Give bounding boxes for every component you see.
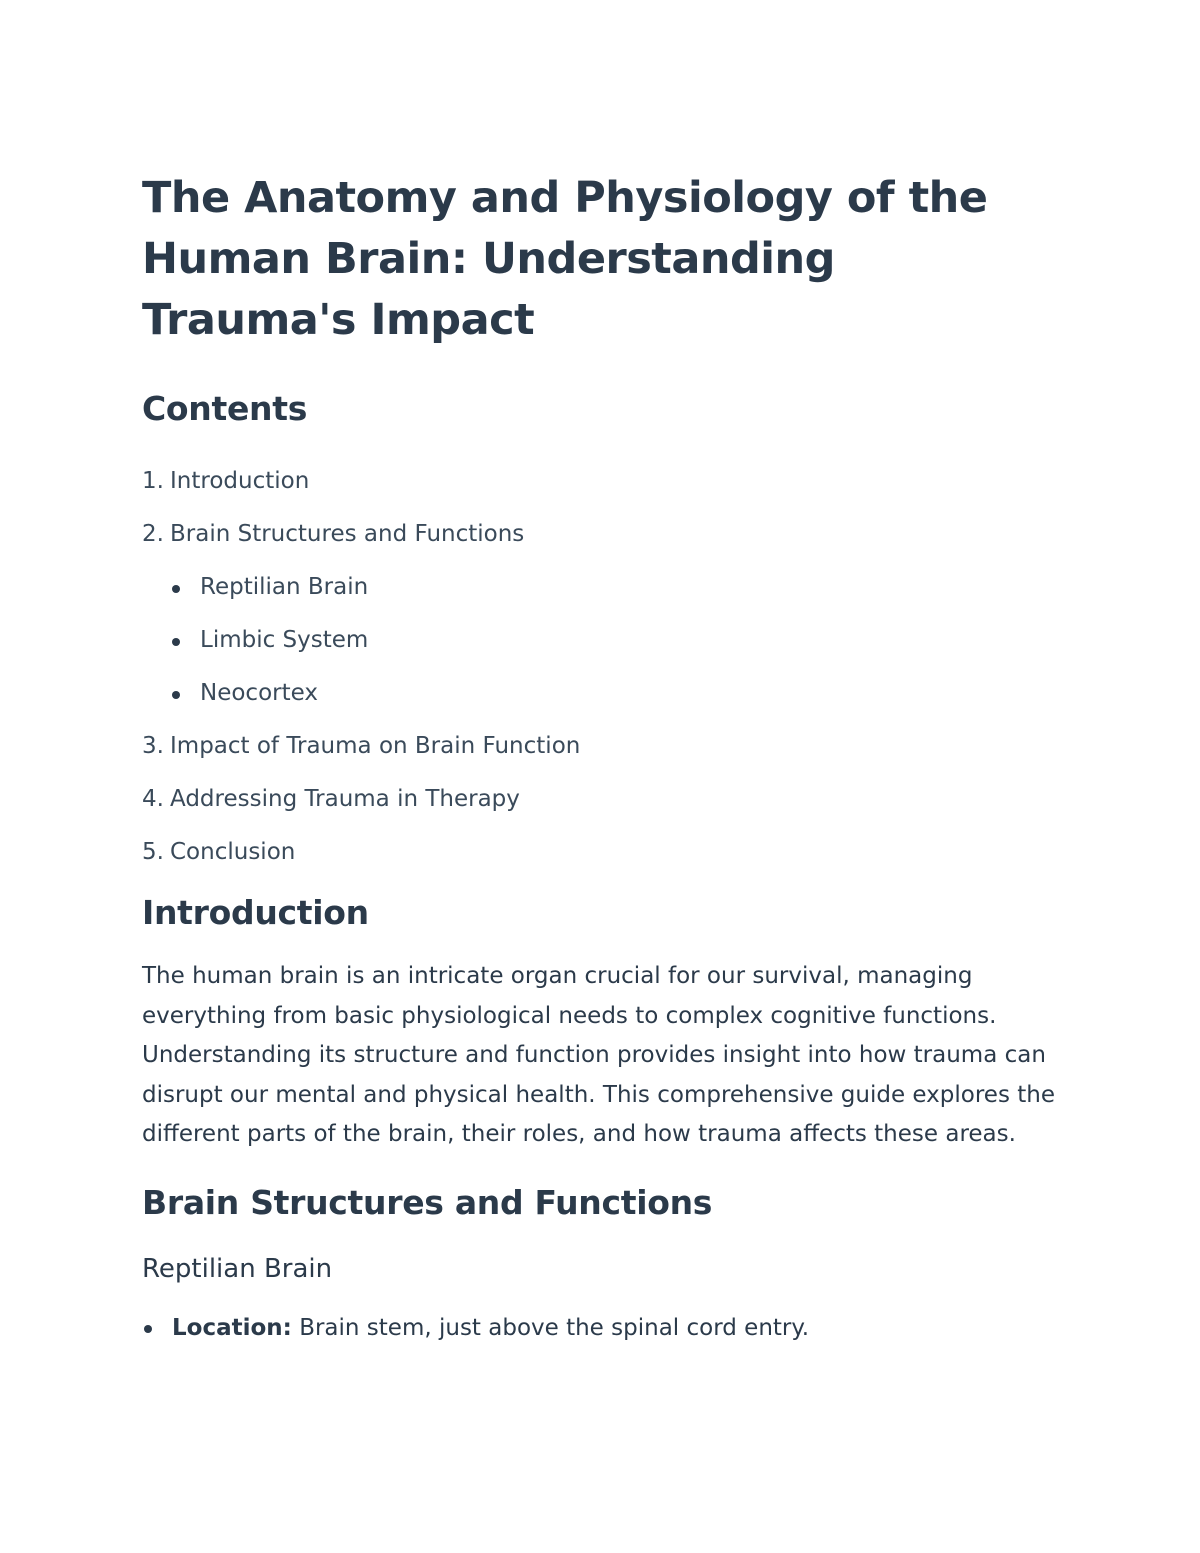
toc-item-label: Impact of Trauma on Brain Function <box>170 733 581 759</box>
toc-item-number: 2. <box>142 521 164 547</box>
toc-item[interactable] <box>142 773 1062 826</box>
bullet-icon <box>172 638 180 646</box>
toc-item-number: 3. <box>142 733 164 759</box>
toc-item-label: Addressing Trauma in Therapy <box>170 786 520 812</box>
document-page <box>142 168 1062 1347</box>
fact-item <box>142 1309 1062 1347</box>
toc-item-label: Introduction <box>170 468 310 494</box>
fact-text: Brain stem, just above the spinal cord entry. <box>299 1314 810 1341</box>
toc-item-label: Conclusion <box>170 839 296 865</box>
toc-subitem-label: Limbic System <box>200 627 369 653</box>
brain-structures-heading: Brain Structures and Functions <box>142 1182 713 1222</box>
document-title: The Anatomy and Physiology of the Human Brain: Understanding Trauma's Impact <box>142 173 988 345</box>
table-of-contents <box>142 455 1062 879</box>
contents-heading: Contents <box>142 389 308 428</box>
toc-subitem[interactable] <box>142 614 1062 667</box>
reptilian-facts-list <box>142 1309 1062 1347</box>
toc-item-number: 1. <box>142 468 164 494</box>
toc-item-label: Brain Structures and Functions <box>170 521 525 547</box>
reptilian-brain-heading: Reptilian Brain <box>142 1253 333 1284</box>
toc-sublist <box>142 561 1062 720</box>
bullet-icon <box>172 691 180 699</box>
toc-item[interactable] <box>142 455 1062 508</box>
bullet-icon <box>172 585 180 593</box>
fact-label: Location: <box>172 1314 292 1341</box>
toc-item[interactable] <box>142 826 1062 879</box>
toc-item[interactable] <box>142 720 1062 773</box>
toc-item-number: 4. <box>142 786 164 812</box>
toc-subitem[interactable] <box>142 667 1062 720</box>
toc-subitem-label: Neocortex <box>200 680 318 706</box>
bullet-icon <box>144 1325 152 1333</box>
toc-item[interactable] <box>142 508 1062 720</box>
toc-subitem-label: Reptilian Brain <box>200 574 369 600</box>
toc-item-number: 5. <box>142 839 164 865</box>
toc-subitem[interactable] <box>142 561 1062 614</box>
introduction-heading: Introduction <box>142 893 369 932</box>
introduction-paragraph: The human brain is an intricate organ crucial for our survival, managing everything from basic physiological needs to complex cognitive functions. Understanding its structure and function provides insight into how trauma can disrupt our mental and physical health. This comprehensive guide explores the different parts of the brain, their roles, and how trauma affects these areas. <box>142 963 1055 1147</box>
